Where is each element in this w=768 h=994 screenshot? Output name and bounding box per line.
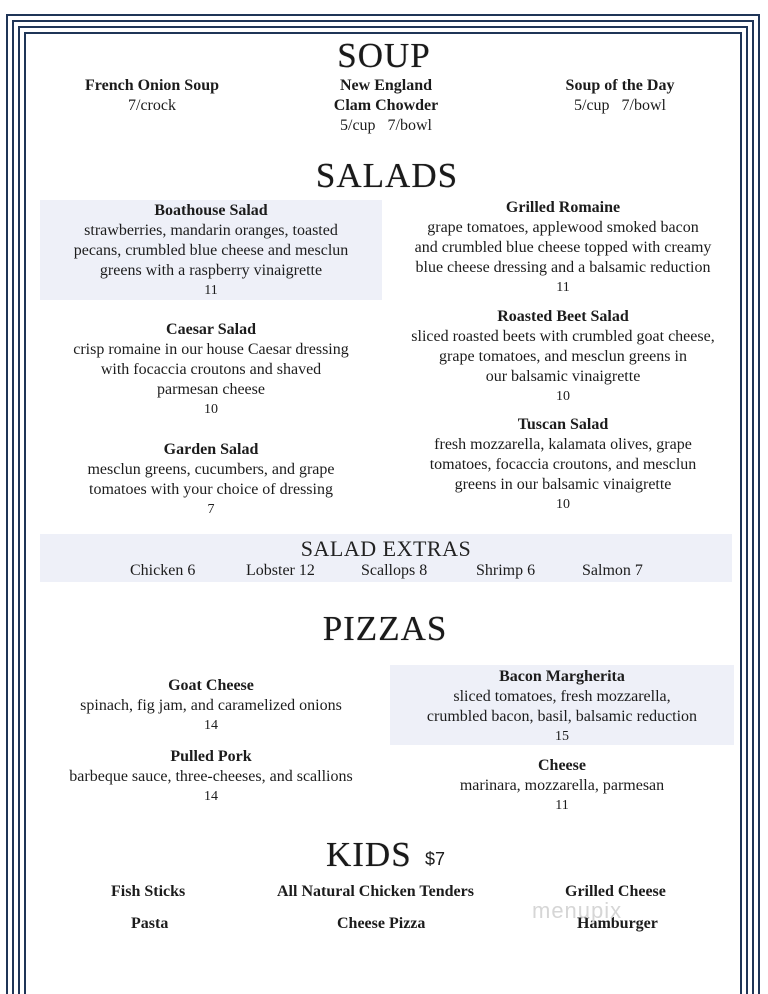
item-name: Goat Cheese	[168, 677, 254, 694]
item-name: Pulled Pork	[170, 748, 252, 765]
salad-boathouse	[40, 201, 382, 301]
item-price: 10	[556, 497, 570, 512]
item-desc-line: parmesan cheese	[157, 381, 265, 398]
kids-hamburger: Hamburger	[577, 915, 658, 932]
item-desc-line: crisp romaine in our house Caesar dressing	[73, 341, 349, 358]
item-desc-line: fresh mozzarella, kalamata olives, grape	[434, 436, 692, 453]
extra-scallops: Scallops 8	[361, 562, 428, 579]
pizzas-heading: PIZZAS	[322, 609, 448, 648]
item-name: Caesar Salad	[166, 321, 256, 338]
salad-roasted-beet	[388, 307, 738, 407]
kids-grilled-cheese: Grilled Cheese	[565, 883, 666, 900]
item-desc-line: spinach, fig jam, and caramelized onions	[80, 697, 342, 714]
item-desc-line: with focaccia croutons and shaved	[100, 361, 322, 378]
item-desc-line: pecans, crumbled blue cheese and mesclun	[73, 242, 349, 259]
kids-cheese-pizza: Cheese Pizza	[337, 915, 426, 932]
item-desc-line: crumbled bacon, basil, balsamic reduction	[426, 708, 698, 725]
menupix-watermark: menupix	[532, 898, 623, 923]
item-desc-line: grape tomatoes, applewood smoked bacon	[427, 219, 699, 236]
item-desc-line: barbeque sauce, three-cheeses, and scallions	[69, 768, 353, 785]
item-price: 15	[555, 729, 569, 744]
item-name-line1: New England	[339, 77, 433, 94]
item-name: Roasted Beet Salad	[497, 308, 629, 325]
item-desc-line: and crumbled blue cheese topped with creamy	[414, 239, 712, 256]
salad-tuscan	[388, 415, 738, 515]
item-name: Bacon Margherita	[499, 668, 625, 685]
extra-lobster: Lobster 12	[246, 562, 315, 579]
item-price: 11	[204, 283, 218, 298]
item-name: Grilled Romaine	[505, 199, 621, 216]
salad-grilled-romaine	[388, 198, 738, 298]
item-desc-line: tomatoes, focaccia croutons, and mesclun	[429, 456, 697, 473]
item-price: 11	[555, 798, 569, 813]
item-desc-line: our balsamic vinaigrette	[485, 368, 641, 385]
soup-clam-chowder	[286, 76, 486, 136]
item-price: 7	[207, 502, 215, 517]
item-name: Soup of the Day	[565, 77, 675, 94]
pizza-goat-cheese	[40, 676, 382, 736]
pizza-pulled-pork	[40, 747, 382, 807]
extra-salmon: Salmon 7	[582, 562, 643, 579]
item-name: Cheese	[538, 757, 586, 774]
item-price: 11	[556, 280, 570, 295]
extra-chicken: Chicken 6	[130, 562, 196, 579]
item-name: Garden Salad	[163, 441, 259, 458]
item-name: Tuscan Salad	[517, 416, 609, 433]
salad-extras-heading: SALAD EXTRAS	[300, 536, 472, 561]
item-desc-line: strawberries, mandarin oranges, toasted	[84, 222, 338, 239]
salads-heading: SALADS	[315, 156, 459, 195]
item-desc-line: sliced tomatoes, fresh mozzarella,	[453, 688, 671, 705]
kids-price: $7	[425, 849, 446, 869]
pizza-bacon-margherita	[390, 667, 734, 747]
item-price: 10	[556, 389, 570, 404]
item-price: 5/cup 7/bowl	[574, 97, 666, 114]
item-desc-line: tomatoes with your choice of dressing	[89, 481, 333, 498]
item-name: Boathouse Salad	[154, 202, 268, 219]
item-name: French Onion Soup	[85, 77, 219, 94]
item-price: 14	[204, 789, 218, 804]
item-price: 14	[204, 718, 218, 733]
salad-caesar	[40, 320, 382, 420]
item-desc-line: marinara, mozzarella, parmesan	[459, 777, 665, 794]
kids-heading: KIDS	[326, 835, 412, 874]
item-name-line2: Clam Chowder	[333, 97, 439, 114]
item-desc-line: greens in our balsamic vinaigrette	[454, 476, 672, 493]
item-desc-line: greens with a raspberry vinaigrette	[99, 262, 323, 279]
item-price: 7/crock	[128, 97, 176, 114]
item-desc-line: sliced roasted beets with crumbled goat cheese,	[411, 328, 715, 345]
soup-heading: SOUP	[337, 36, 431, 75]
item-desc-line: mesclun greens, cucumbers, and grape	[87, 461, 335, 478]
salad-garden	[40, 440, 382, 520]
item-price: 5/cup 7/bowl	[340, 117, 432, 134]
kids-pasta: Pasta	[131, 915, 169, 932]
kids-fish-sticks: Fish Sticks	[111, 883, 186, 900]
item-desc-line: blue cheese dressing and a balsamic reduction	[415, 259, 711, 276]
pizza-cheese	[390, 756, 734, 816]
soup-french-onion	[52, 76, 252, 116]
extra-shrimp: Shrimp 6	[476, 562, 536, 579]
item-price: 10	[204, 402, 218, 417]
kids-chicken-tenders: All Natural Chicken Tenders	[277, 883, 474, 900]
soup-of-the-day	[520, 76, 720, 116]
item-desc-line: grape tomatoes, and mesclun greens in	[439, 348, 687, 365]
